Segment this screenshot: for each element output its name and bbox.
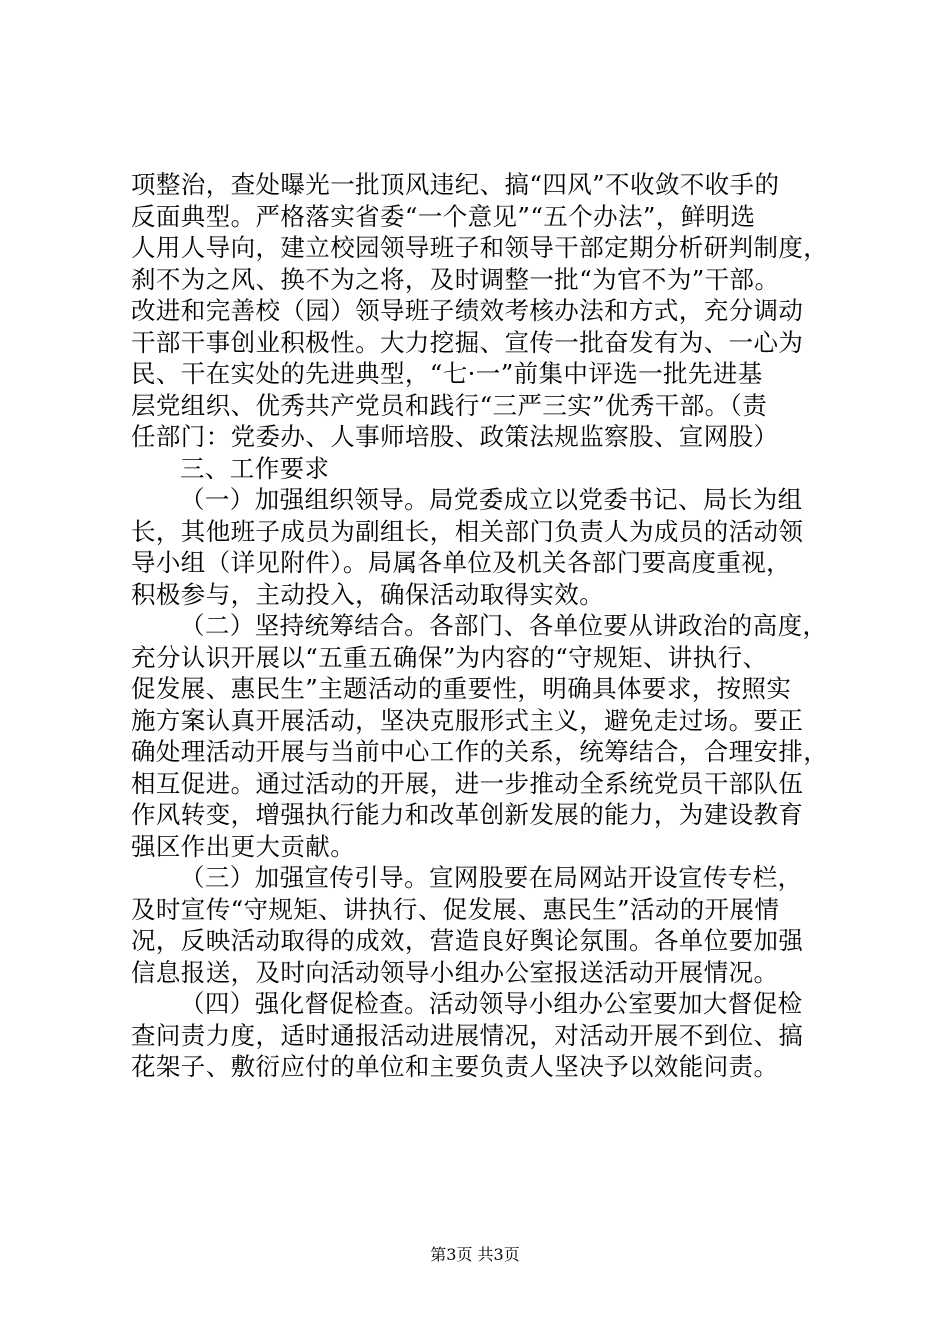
text-line: 充分认识开展以“五重五确保”为内容的“守规矩、讲执行、 [131, 642, 768, 672]
text-line: 促发展、惠民生”主题活动的重要性，明确具体要求，按照实 [131, 674, 792, 703]
text-line: 施方案认真开展活动，坚决克服形式主义，避免走过场。要正 [131, 705, 804, 735]
paragraph-start: （四）强化督促检查。活动领导小组办公室要加大督促检 [180, 989, 803, 1018]
text-line: 干部干事创业积极性。大力挖掘、宣传一批奋发有为、一心为 [131, 327, 804, 357]
page-footer: 第3页 共3页 [430, 1245, 520, 1264]
text-line: 强区作出更大贡献。 [131, 831, 356, 861]
text-line: 人用人导向，建立校园领导班子和领导干部定期分析研判制度， [131, 233, 829, 262]
text-line: 刹不为之风、换不为之将，及时调整一批“为官不为”干部。 [131, 264, 780, 294]
text-line: 导小组（详见附件）。局属各单位及机关各部门要高度重视， [131, 548, 792, 577]
text-line: 民、干在实处的先进典型，“七·一”前集中评选一批先进基 [131, 359, 763, 388]
text-line: 相互促进。通过活动的开展，进一步推动全系统党员干部队伍 [131, 768, 804, 798]
text-line: 积极参与，主动投入，确保活动取得实效。 [131, 579, 605, 609]
text-line: 项整治，查处曝光一批顶风违纪、搞“四风”不收敛不收手的 [131, 170, 780, 199]
text-line: 及时宣传“守规矩、讲执行、促发展、惠民生”活动的开展情 [131, 894, 780, 924]
text-line: 作风转变，增强执行能力和改革创新发展的能力，为建设教育 [131, 800, 804, 829]
text-line: 况，反映活动取得的成效，营造良好舆论氛围。各单位要加强 [131, 926, 804, 955]
paragraph-start: （三）加强宣传引导。宣网股要在局网站开设宣传专栏， [180, 863, 803, 892]
text-line: 确处理活动开展与当前中心工作的关系，统筹结合，合理安排， [131, 737, 829, 766]
text-line: 查问责力度，适时通报活动进展情况，对活动开展不到位、搞 [131, 1020, 804, 1050]
section-heading: 三、工作要求 [180, 453, 330, 483]
text-line: 花架子、敷衍应付的单位和主要负责人坚决予以效能问责。 [131, 1052, 779, 1081]
text-line: 长，其他班子成员为副组长，相关部门负责人为成员的活动领 [131, 516, 804, 546]
document-body [131, 169, 841, 1083]
paragraph-start: （二）坚持统筹结合。各部门、各单位要从讲政治的高度， [180, 611, 828, 640]
paragraph-start: （一）加强组织领导。局党委成立以党委书记、局长为组 [180, 485, 803, 514]
text-line: 层党组织、优秀共产党员和践行“三严三实”优秀干部。（责 [131, 390, 768, 420]
text-line: 反面典型。严格落实省委“一个意见”“五个办法”，鲜明选 [131, 201, 756, 231]
text-line: 信息报送，及时向活动领导小组办公室报送活动开展情况。 [131, 957, 779, 987]
text-line: 任部门：党委办、人事师培股、政策法规监察股、宣网股） [131, 422, 779, 451]
text-line: 改进和完善校（园）领导班子绩效考核办法和方式，充分调动 [131, 296, 804, 325]
